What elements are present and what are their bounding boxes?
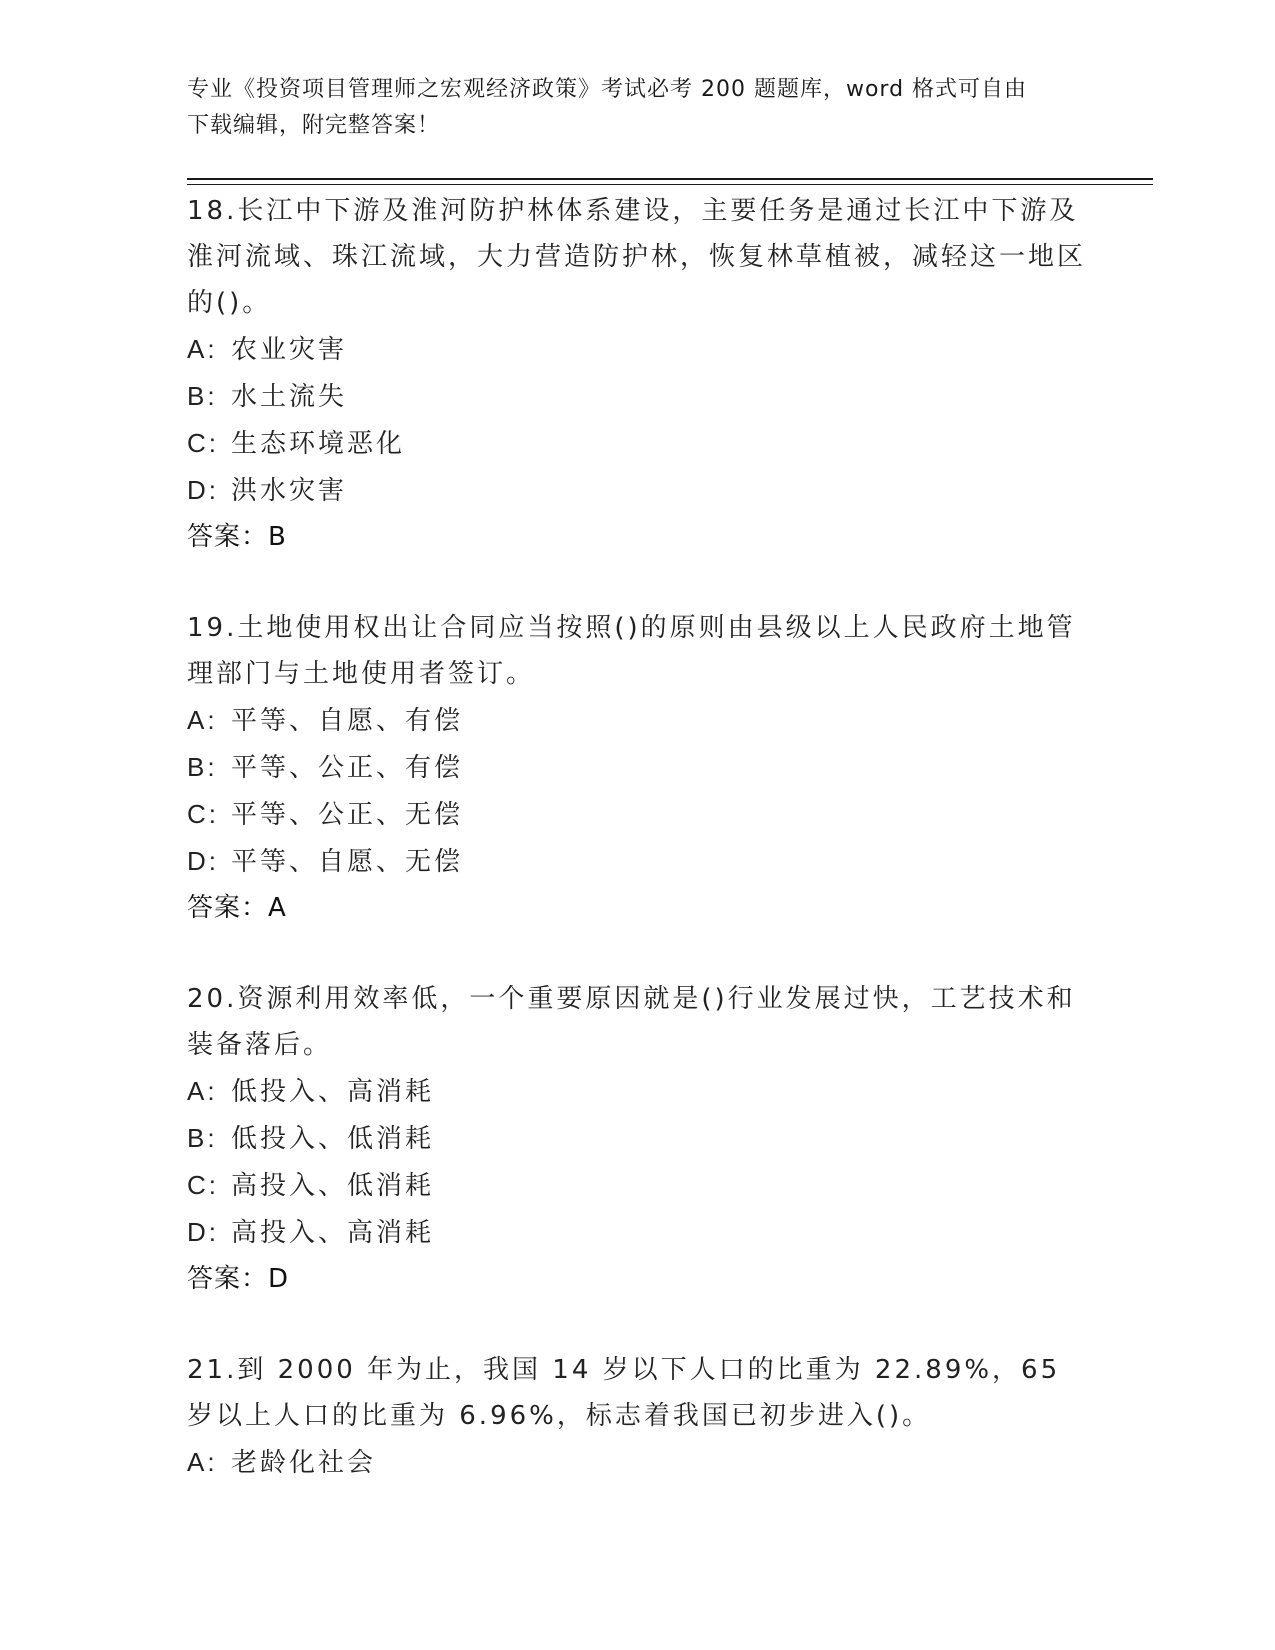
- option-c: [187, 1162, 1087, 1209]
- option-letter: C:: [187, 428, 219, 458]
- option-letter: A:: [187, 334, 218, 364]
- option-letter: A:: [187, 1447, 218, 1477]
- document-header: [187, 72, 1087, 144]
- header-line-1: 专业《投资项目管理师之宏观经济政策》考试必考 200 题题库，word 格式可自由: [187, 77, 1028, 102]
- question-stem: 18.长江中下游及淮河防护林体系建设，主要任务是通过长江中下游及淮河流域、珠江流域，大力营造防护林，恢复林草植被，减轻这一地区的()。: [187, 196, 1087, 318]
- option-d: [187, 467, 1087, 514]
- question-gap: [187, 931, 1087, 976]
- option-a: [187, 1068, 1087, 1115]
- header-rule-thick: [187, 178, 1153, 180]
- question-list: [187, 188, 1087, 1486]
- question-stem: 21.到 2000 年为止，我国 14 岁以下人口的比重为 22.89%，65 岁以上人口的比重为 6.96%，标志着我国已初步进入()。: [187, 1355, 1061, 1431]
- option-letter: C:: [187, 799, 219, 829]
- option-letter: A:: [187, 1076, 218, 1106]
- option-text: 平等、自愿、有偿: [231, 706, 464, 736]
- question-gap: [187, 560, 1087, 605]
- option-text: 平等、自愿、无偿: [231, 847, 464, 877]
- option-letter: D:: [187, 475, 219, 505]
- option-letter: A:: [187, 705, 218, 735]
- header-line-2: 下载编辑，附完整答案！: [187, 113, 441, 138]
- option-letter: B:: [187, 1123, 218, 1153]
- question-20: [187, 976, 1087, 1302]
- option-text: 生态环境恶化: [231, 429, 406, 459]
- option-d: [187, 1209, 1087, 1256]
- answer-line: 答案：A: [187, 893, 287, 923]
- option-text: 老龄化社会: [231, 1448, 377, 1478]
- option-text: 平等、公正、有偿: [231, 753, 464, 783]
- option-text: 低投入、高消耗: [231, 1077, 435, 1107]
- question-19: [187, 605, 1087, 931]
- option-text: 高投入、低消耗: [231, 1171, 435, 1201]
- question-21: [187, 1347, 1087, 1486]
- option-c: [187, 791, 1087, 838]
- option-b: [187, 1115, 1087, 1162]
- option-text: 水土流失: [231, 382, 348, 412]
- option-b: [187, 744, 1087, 791]
- option-a: [187, 326, 1087, 373]
- header-rule-thin: [187, 184, 1153, 185]
- option-d: [187, 838, 1087, 885]
- question-stem: 19.土地使用权出让合同应当按照()的原则由县级以上人民政府土地管理部门与土地使用者签订。: [187, 613, 1076, 689]
- option-c: [187, 420, 1087, 467]
- option-b: [187, 373, 1087, 420]
- option-text: 低投入、低消耗: [231, 1124, 435, 1154]
- answer-line: 答案：D: [187, 1264, 290, 1294]
- option-text: 平等、公正、无偿: [231, 800, 464, 830]
- option-letter: B:: [187, 381, 218, 411]
- option-letter: D:: [187, 846, 219, 876]
- answer-line: 答案：B: [187, 522, 287, 552]
- option-a: [187, 1439, 1087, 1486]
- question-gap: [187, 1302, 1087, 1347]
- option-letter: B:: [187, 752, 218, 782]
- option-a: [187, 697, 1087, 744]
- option-letter: C:: [187, 1170, 219, 1200]
- option-text: 农业灾害: [231, 335, 348, 365]
- option-text: 高投入、高消耗: [231, 1218, 435, 1248]
- question-stem: 20.资源利用效率低，一个重要原因就是()行业发展过快，工艺技术和装备落后。: [187, 984, 1076, 1060]
- question-18: [187, 188, 1087, 560]
- option-text: 洪水灾害: [231, 476, 348, 506]
- option-letter: D:: [187, 1217, 219, 1247]
